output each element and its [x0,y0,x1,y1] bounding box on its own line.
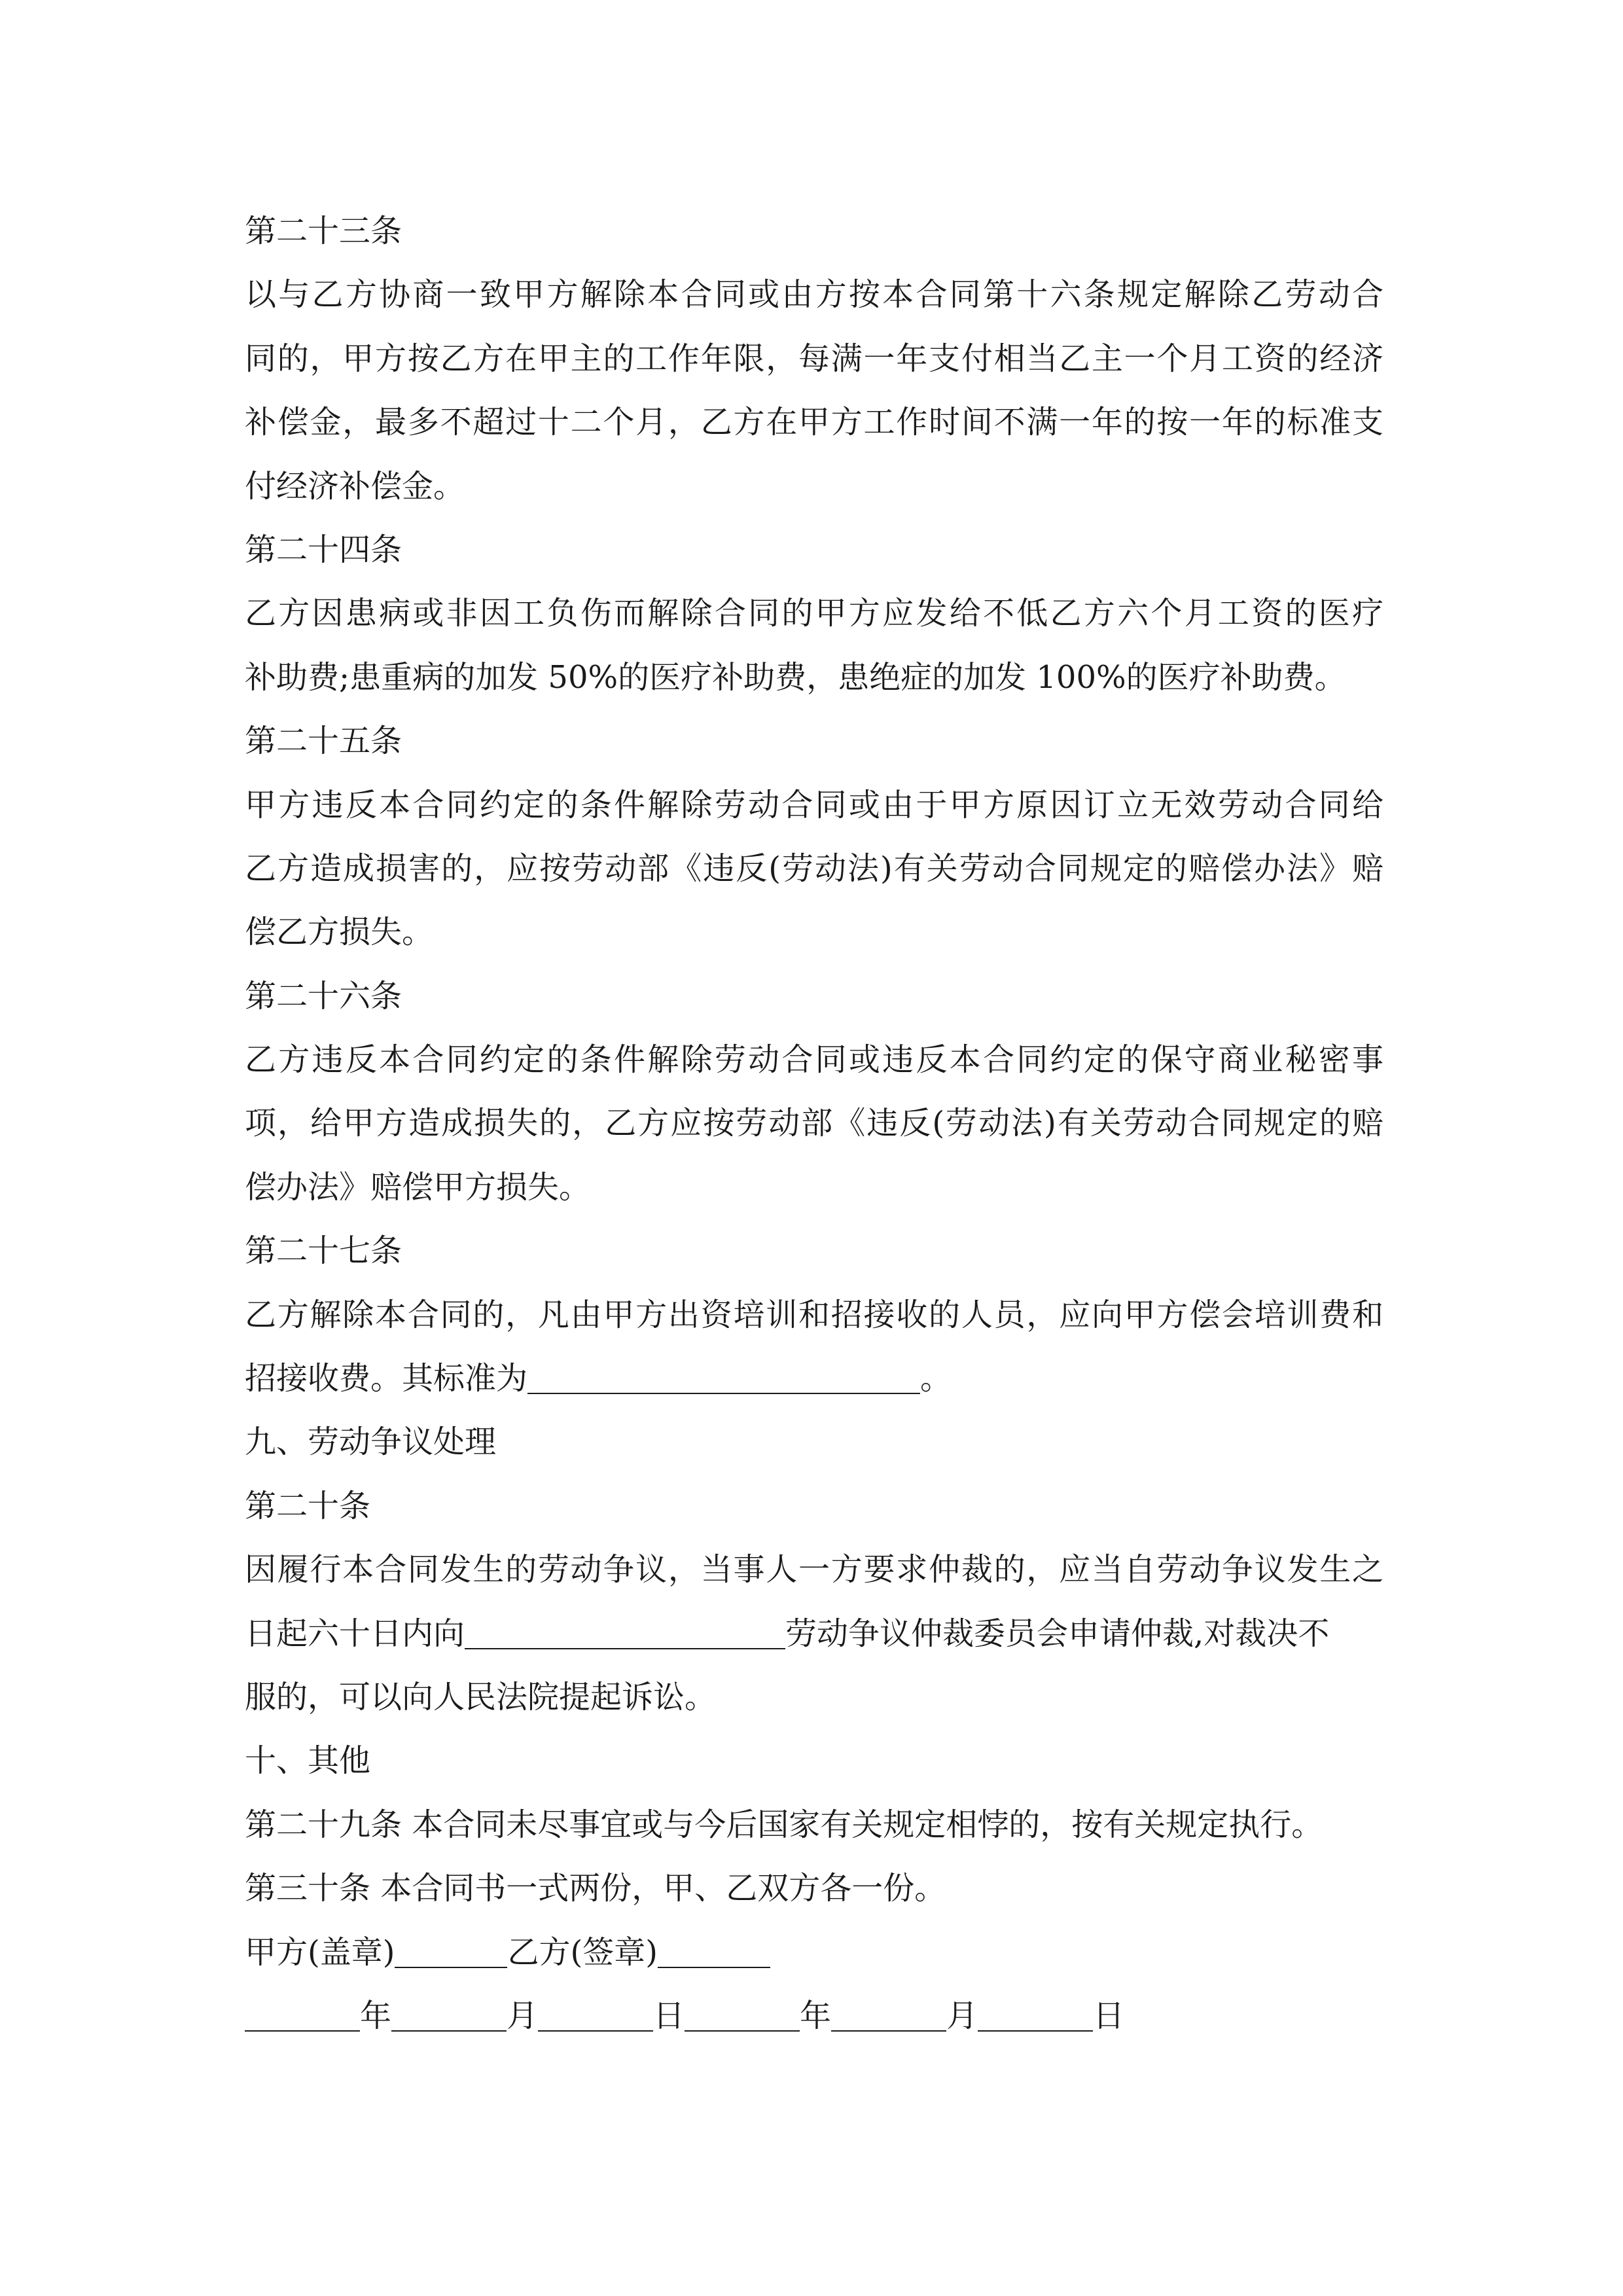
year-label: 年 [800,1997,832,2034]
paragraph-line: 补偿金，最多不超过十二个月，乙方在甲方工作时间不满一年的按一年的标准支 [245,404,1383,441]
fill-in-blank-standard[interactable] [527,1367,920,1394]
paragraph-line: 乙方造成损害的，应按劳动部《违反(劳动法)有关劳动合同规定的赔偿办法》赔 [245,850,1383,887]
party-a-seal-blank[interactable] [395,1941,507,1968]
line-text: 日起六十日内向 [245,1615,465,1652]
paragraph-line-with-blank [245,1602,1383,1666]
article-heading-25: 第二十五条 [245,723,402,760]
article-heading-23: 第二十三条 [245,213,402,249]
day-label: 日 [653,1997,685,2034]
paragraph-line: 因履行本合同发生的劳动争议，当事人一方要求仲裁的，应当自劳动争议发生之 [245,1551,1383,1588]
year-blank-b[interactable] [685,2004,800,2032]
paragraph-line: 偿乙方损失。 [245,914,434,951]
signature-line [245,1921,1383,1984]
section-heading-9: 九、劳动争议处理 [245,1424,497,1461]
year-blank-a[interactable] [245,2004,360,2032]
paragraph-line: 甲方违反本合同约定的条件解除劳动合同或由于甲方原因订立无效劳动合同给 [245,786,1383,823]
section-heading-10: 十、其他 [245,1742,371,1780]
fill-in-blank-arbitration[interactable] [465,1622,785,1649]
party-a-label: 甲方(盖章) [245,1933,395,1971]
article-heading-27: 第二十七条 [245,1232,402,1270]
article-heading-26: 第二十六条 [245,977,402,1014]
day-blank-b[interactable] [978,2004,1093,2032]
day-label: 日 [1093,1997,1125,2034]
month-label: 月 [507,1997,539,2034]
month-label: 月 [946,1997,978,2034]
line-text: 。 [920,1360,952,1397]
line-text: 劳动争议仲裁委员会申请仲裁,对裁决不 [785,1615,1330,1652]
month-blank-a[interactable] [391,2004,507,2032]
paragraph-line: 偿办法》赔偿甲方损失。 [245,1168,591,1206]
paragraph-line: 服的，可以向人民法院提起诉讼。 [245,1678,717,1715]
month-blank-b[interactable] [831,2004,946,2032]
paragraph-line: 以与乙方协商一致甲方解除本合同或由方按本合同第十六条规定解除乙劳动合 [245,276,1383,314]
document-page [245,200,1383,2048]
party-b-sign-blank[interactable] [658,1941,770,1968]
article-heading-20: 第二十条 [245,1487,371,1524]
paragraph-line: 乙方违反本合同约定的条件解除劳动合同或违反本合同约定的保守商业秘密事 [245,1041,1383,1079]
paragraph-line: 项，给甲方造成损失的，乙方应按劳动部《违反(劳动法)有关劳动合同规定的赔 [245,1105,1383,1142]
paragraph-line: 补助费;患重病的加发 50%的医疗补助费，患绝症的加发 100%的医疗补助费。 [245,658,1346,696]
paragraph-line: 付经济补偿金。 [245,467,465,505]
paragraph-line-with-blank [245,1347,1383,1410]
paragraph-line: 乙方解除本合同的，凡由甲方出资培训和招接收的人员，应向甲方偿会培训费和 [245,1296,1383,1333]
line-text: 招接收费。其标准为 [245,1360,528,1397]
paragraph-line: 同的，甲方按乙方在甲主的工作年限，每满一年支付相当乙主一个月工资的经济 [245,340,1383,377]
article-30: 第三十条 本合同书一式两份，甲、乙双方各一份。 [245,1870,946,1907]
party-b-label: 乙方(签章) [507,1933,658,1971]
article-heading-24: 第二十四条 [245,531,402,568]
date-line [245,1984,1383,2048]
paragraph-line: 乙方因患病或非因工负伤而解除合同的甲方应发给不低乙方六个月工资的医疗 [245,595,1383,632]
year-label: 年 [360,1997,392,2034]
article-29: 第二十九条 本合同未尽事宜或与今后国家有关规定相悖的，按有关规定执行。 [245,1806,1323,1843]
day-blank-a[interactable] [538,2004,653,2032]
